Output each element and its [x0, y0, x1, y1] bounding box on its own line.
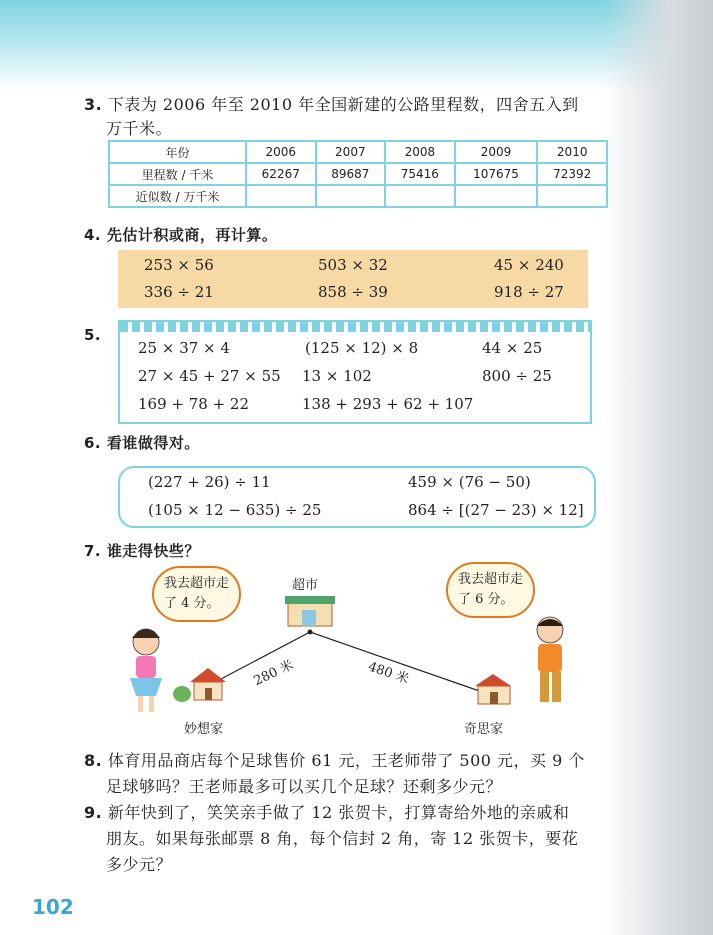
- q4-expr: 503 × 32: [318, 256, 388, 274]
- table-row: [109, 141, 607, 163]
- table-cell: 近似数 / 万千米: [109, 185, 246, 207]
- table-cell: 2008: [385, 141, 455, 163]
- supermarket-label: 超市: [292, 578, 319, 593]
- bubble-text: 我去超市走: [458, 572, 524, 587]
- q6-number: 6.: [84, 434, 102, 452]
- dashed-border: [120, 322, 590, 332]
- q6-expr: (105 × 12 − 635) ÷ 25: [148, 501, 322, 519]
- table-cell: 107675: [455, 163, 538, 185]
- q8-text-line1: 体育用品商店每个足球售价 61 元，王老师带了 500 元，买 9 个: [107, 751, 585, 770]
- boy-figure-icon: [537, 617, 563, 702]
- q3-number: 3.: [84, 95, 103, 114]
- left-house-icon: [173, 668, 226, 702]
- bubble-text: 了 4 分。: [164, 596, 220, 611]
- route-scene: [110, 590, 590, 740]
- q4-expr: 45 × 240: [494, 256, 564, 274]
- bubble-text: 我去超市走: [164, 576, 230, 591]
- q4-title: 先估计积或商，再计算。: [106, 226, 278, 244]
- q3-line1: [84, 92, 579, 115]
- q4-number: 4.: [84, 226, 102, 244]
- q4-expr: 918 ÷ 27: [494, 283, 564, 301]
- q7-number: 7.: [84, 542, 102, 560]
- table-cell: 2007: [316, 141, 386, 163]
- table-cell: 89687: [316, 163, 386, 185]
- q9-text-line2: 朋友。如果每张邮票 8 角，每个信封 2 角，寄 12 张贺卡，要花: [106, 829, 579, 848]
- answer-cell[interactable]: [316, 185, 386, 207]
- road-mileage-table: [108, 140, 608, 208]
- q9-line1: [84, 800, 569, 823]
- table-cell: 75416: [385, 163, 455, 185]
- road-junction: [308, 630, 313, 635]
- q9-text-line3: 多少元？: [106, 855, 173, 874]
- q5-exercise-box: [118, 320, 592, 424]
- answer-cell[interactable]: [246, 185, 316, 207]
- q9-text-line1: 新年快到了，笑笑亲手做了 12 张贺卡，打算寄给外地的亲戚和: [107, 803, 570, 822]
- q3-text-line2: 万千米。: [106, 119, 173, 138]
- q5-expr: 13 × 102: [302, 367, 372, 385]
- q5-expr: 138 + 293 + 62 + 107: [302, 395, 474, 413]
- q5-expr: 27 × 45 + 27 × 55: [138, 367, 281, 385]
- q8-text-line2: 足球够吗？王老师最多可以买几个足球？还剩多少元？: [106, 777, 503, 796]
- q9-number: 9.: [84, 803, 103, 822]
- q5-expr: 800 ÷ 25: [482, 367, 552, 385]
- answer-cell[interactable]: [385, 185, 455, 207]
- q5-expr: 169 + 78 + 22: [138, 395, 250, 413]
- table-cell: 2009: [455, 141, 538, 163]
- q6-expr: (227 + 26) ÷ 11: [148, 473, 271, 491]
- girl-figure-icon: [130, 629, 162, 712]
- q5-expr: 44 × 25: [482, 339, 543, 357]
- table-row: [109, 163, 607, 185]
- q4-heading: [84, 224, 277, 245]
- page-number: 102: [32, 895, 74, 919]
- table-cell: 2006: [246, 141, 316, 163]
- q7-title: 谁走得快些？: [106, 542, 200, 560]
- answer-cell[interactable]: [455, 185, 538, 207]
- table-cell: 72392: [537, 163, 607, 185]
- q5-expr: (125 × 12) × 8: [305, 339, 419, 357]
- distance-right-label: 480 米: [366, 659, 411, 688]
- table-cell: 里程数 / 千米: [109, 163, 246, 185]
- left-home-label: 妙想家: [184, 722, 224, 737]
- supermarket-building-icon: [285, 596, 335, 626]
- q6-expr: 864 ÷ [(27 − 23) × 12]: [408, 501, 584, 519]
- q8-line1: [84, 748, 585, 771]
- distance-left-label: 280 米: [251, 657, 297, 689]
- table-cell: 62267: [246, 163, 316, 185]
- table-cell: 2010: [537, 141, 607, 163]
- bubble-text: 了 6 分。: [458, 592, 514, 607]
- q5-expr: 25 × 37 × 4: [138, 339, 230, 357]
- q6-expr: 459 × (76 − 50): [408, 473, 531, 491]
- q8-number: 8.: [84, 751, 103, 770]
- right-home-label: 奇思家: [464, 722, 504, 737]
- right-house-icon: [475, 674, 511, 704]
- q4-expr: 858 ÷ 39: [318, 283, 388, 301]
- table-row: [109, 185, 607, 207]
- q6-title: 看谁做得对。: [106, 434, 200, 452]
- q6-heading: [84, 432, 200, 453]
- q5-number: 5.: [84, 326, 102, 344]
- q4-expr: 253 × 56: [144, 256, 214, 274]
- q6-exercise-box: [118, 466, 596, 528]
- answer-cell[interactable]: [537, 185, 607, 207]
- table-cell: 年份: [109, 141, 246, 163]
- q3-text-line1: 下表为 2006 年至 2010 年全国新建的公路里程数，四舍五入到: [107, 95, 579, 114]
- q4-expr: 336 ÷ 21: [144, 283, 214, 301]
- q4-exercise-box: [118, 250, 588, 308]
- q7-heading: [84, 540, 200, 561]
